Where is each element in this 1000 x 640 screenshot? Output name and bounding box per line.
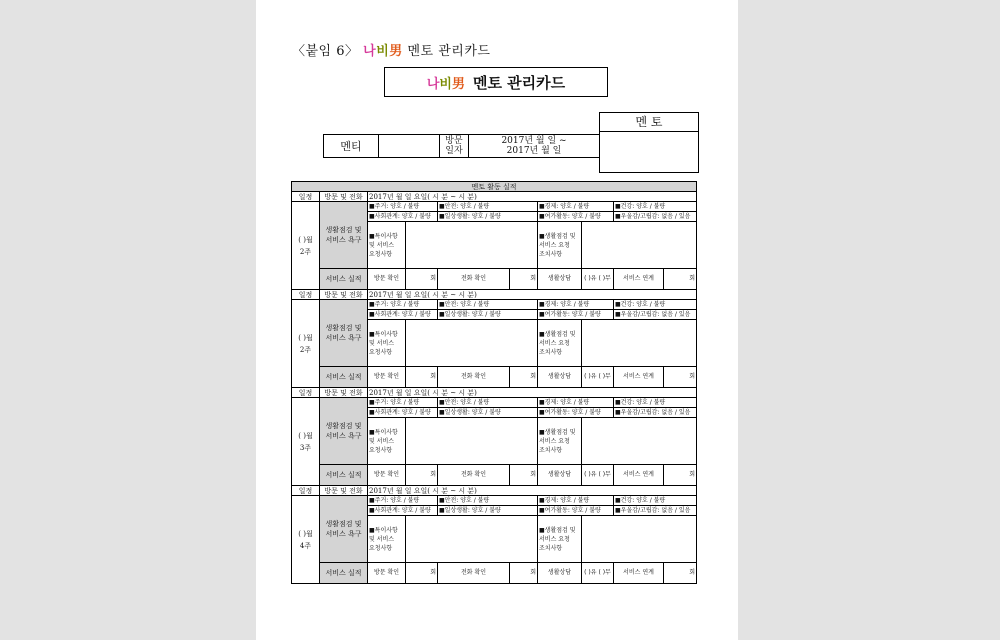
schedule-label: 일정 (292, 290, 320, 300)
check-social: ■사회관계: 양호 / 불량 (368, 212, 438, 222)
visit-count-unit: 회 (406, 269, 438, 290)
check-economy: ■경제: 양호 / 불량 (538, 496, 614, 506)
phone-count-unit: 회 (510, 465, 538, 486)
date-line: 2017년 월 일 요일( 시 분 ~ 시 분) (368, 388, 697, 398)
special-notes-cell (406, 320, 538, 367)
check-daily: ■일상생활: 양호 / 불량 (438, 212, 538, 222)
check-economy: ■경제: 양호 / 불량 (538, 398, 614, 408)
activity-block-row (292, 367, 697, 388)
check-health: ■건강: 양호 / 불량 (614, 300, 697, 310)
life-consult-label: 생활상담 (538, 269, 582, 290)
special-notes-label: ■특이사항 및 서비스 요청사항 (368, 418, 406, 465)
check-safety: ■안전: 양호 / 불량 (438, 398, 538, 408)
activity-block-row (292, 465, 697, 486)
schedule-label: 일정 (292, 486, 320, 496)
measures-label: ■생활점검 및 서비스 요청 조치사항 (538, 222, 582, 269)
check-safety: ■안전: 양호 / 불량 (438, 496, 538, 506)
activity-block-row (292, 486, 697, 496)
service-link-label: 서비스 연계 (614, 269, 664, 290)
phone-count-unit: 회 (510, 367, 538, 388)
schedule-label: 일정 (292, 388, 320, 398)
phone-count-unit: 회 (510, 269, 538, 290)
check-housing: ■주거: 양호 / 불량 (368, 398, 438, 408)
visit-phone-label: 방문 및 전화 (320, 192, 368, 202)
check-housing: ■주거: 양호 / 불량 (368, 300, 438, 310)
phone-confirm-label: 전화 확인 (438, 563, 510, 584)
service-record-label: 서비스 실적 (320, 269, 368, 290)
phone-count-unit: 회 (510, 563, 538, 584)
caption-prefix: 〈붙임 6〉 (292, 44, 359, 59)
check-safety: ■안전: 양호 / 불량 (438, 300, 538, 310)
link-count-unit: 회 (664, 465, 697, 486)
service-record-label: 서비스 실적 (320, 563, 368, 584)
week-label: ( )월 2주 (292, 300, 320, 388)
needs-label: 생활점검 및 서비스 욕구 (320, 300, 368, 367)
check-social: ■사회관계: 양호 / 불량 (368, 506, 438, 516)
activity-header: 멘토 활동 실적 (292, 182, 697, 192)
phone-confirm-label: 전화 확인 (438, 465, 510, 486)
special-notes-label: ■특이사항 및 서비스 요청사항 (368, 320, 406, 367)
service-link-label: 서비스 연계 (614, 465, 664, 486)
brand-logo: 나비男 (363, 44, 403, 59)
check-health: ■건강: 양호 / 불량 (614, 202, 697, 212)
visit-confirm-label: 방문 확인 (368, 465, 406, 486)
check-leisure: ■여가활동: 양호 / 불량 (538, 212, 614, 222)
check-daily: ■일상생활: 양호 / 불량 (438, 408, 538, 418)
check-depression: ■우울감/고립감: 없음 / 있음 (614, 212, 697, 222)
special-notes-label: ■특이사항 및 서비스 요청사항 (368, 516, 406, 563)
life-consult-label: 생활상담 (538, 465, 582, 486)
activity-table (291, 181, 697, 584)
consult-yes-no: ( )유 ( )무 (582, 269, 614, 290)
check-leisure: ■여가활동: 양호 / 불량 (538, 408, 614, 418)
phone-confirm-label: 전화 확인 (438, 367, 510, 388)
link-count-unit: 회 (664, 269, 697, 290)
caption-suffix: 멘토 관리카드 (407, 44, 491, 59)
check-economy: ■경제: 양호 / 불량 (538, 202, 614, 212)
check-depression: ■우울감/고립감: 없음 / 있음 (614, 310, 697, 320)
visit-confirm-label: 방문 확인 (368, 563, 406, 584)
week-label: ( )월 2주 (292, 202, 320, 290)
special-notes-label: ■특이사항 및 서비스 요청사항 (368, 222, 406, 269)
service-record-label: 서비스 실적 (320, 367, 368, 388)
activity-block-row (292, 388, 697, 398)
activity-block-row (292, 398, 697, 408)
date-line: 2017년 월 일 요일( 시 분 ~ 시 분) (368, 290, 697, 300)
activity-block-row (292, 496, 697, 506)
visit-date-label: 방문 일자 (440, 135, 469, 158)
link-count-unit: 회 (664, 367, 697, 388)
special-notes-cell (406, 418, 538, 465)
mentee-table (323, 134, 600, 158)
service-link-label: 서비스 연계 (614, 563, 664, 584)
check-leisure: ■여가활동: 양호 / 불량 (538, 310, 614, 320)
check-health: ■건강: 양호 / 불량 (614, 496, 697, 506)
visit-confirm-label: 방문 확인 (368, 269, 406, 290)
measures-label: ■생활점검 및 서비스 요청 조치사항 (538, 418, 582, 465)
measures-label: ■생활점검 및 서비스 요청 조치사항 (538, 516, 582, 563)
card-title-text: 멘토 관리카드 (472, 73, 566, 92)
mentor-box (599, 112, 699, 173)
week-label: ( )월 3주 (292, 398, 320, 486)
title-brand-logo: 나비男 (426, 76, 465, 92)
visit-date-range: 2017년 월 일 ~ 2017년 월 일 (469, 135, 600, 158)
check-depression: ■우울감/고립감: 없음 / 있음 (614, 408, 697, 418)
mentor-label: 멘 토 (600, 113, 698, 132)
special-notes-cell (406, 516, 538, 563)
phone-confirm-label: 전화 확인 (438, 269, 510, 290)
visit-phone-label: 방문 및 전화 (320, 388, 368, 398)
check-leisure: ■여가활동: 양호 / 불량 (538, 506, 614, 516)
measures-cell (582, 516, 697, 563)
check-health: ■건강: 양호 / 불량 (614, 398, 697, 408)
check-depression: ■우울감/고립감: 없음 / 있음 (614, 506, 697, 516)
check-safety: ■안전: 양호 / 불량 (438, 202, 538, 212)
activity-block-row (292, 192, 697, 202)
activity-block-row (292, 563, 697, 584)
visit-count-unit: 회 (406, 367, 438, 388)
check-economy: ■경제: 양호 / 불량 (538, 300, 614, 310)
measures-label: ■생활점검 및 서비스 요청 조치사항 (538, 320, 582, 367)
activity-block-row (292, 202, 697, 212)
attachment-caption (292, 40, 490, 59)
activity-block-row (292, 300, 697, 310)
date-line: 2017년 월 일 요일( 시 분 ~ 시 분) (368, 486, 697, 496)
measures-cell (582, 222, 697, 269)
visit-phone-label: 방문 및 전화 (320, 486, 368, 496)
check-housing: ■주거: 양호 / 불량 (368, 202, 438, 212)
mentee-name-cell (379, 135, 440, 158)
measures-cell (582, 320, 697, 367)
consult-yes-no: ( )유 ( )무 (582, 367, 614, 388)
life-consult-label: 생활상담 (538, 367, 582, 388)
check-daily: ■일상생활: 양호 / 불량 (438, 506, 538, 516)
week-label: ( )월 4주 (292, 496, 320, 584)
check-daily: ■일상생활: 양호 / 불량 (438, 310, 538, 320)
needs-label: 생활점검 및 서비스 욕구 (320, 496, 368, 563)
needs-label: 생활점검 및 서비스 욕구 (320, 398, 368, 465)
date-line: 2017년 월 일 요일( 시 분 ~ 시 분) (368, 192, 697, 202)
special-notes-cell (406, 222, 538, 269)
visit-count-unit: 회 (406, 563, 438, 584)
service-record-label: 서비스 실적 (320, 465, 368, 486)
check-housing: ■주거: 양호 / 불량 (368, 496, 438, 506)
check-social: ■사회관계: 양호 / 불량 (368, 310, 438, 320)
card-title (384, 67, 608, 97)
schedule-label: 일정 (292, 192, 320, 202)
service-link-label: 서비스 연계 (614, 367, 664, 388)
consult-yes-no: ( )유 ( )무 (582, 465, 614, 486)
activity-block-row (292, 269, 697, 290)
check-social: ■사회관계: 양호 / 불량 (368, 408, 438, 418)
needs-label: 생활점검 및 서비스 욕구 (320, 202, 368, 269)
consult-yes-no: ( )유 ( )무 (582, 563, 614, 584)
life-consult-label: 생활상담 (538, 563, 582, 584)
visit-count-unit: 회 (406, 465, 438, 486)
visit-phone-label: 방문 및 전화 (320, 290, 368, 300)
activity-block-row (292, 290, 697, 300)
visit-confirm-label: 방문 확인 (368, 367, 406, 388)
measures-cell (582, 418, 697, 465)
mentee-label: 멘티 (324, 135, 379, 158)
link-count-unit: 회 (664, 563, 697, 584)
